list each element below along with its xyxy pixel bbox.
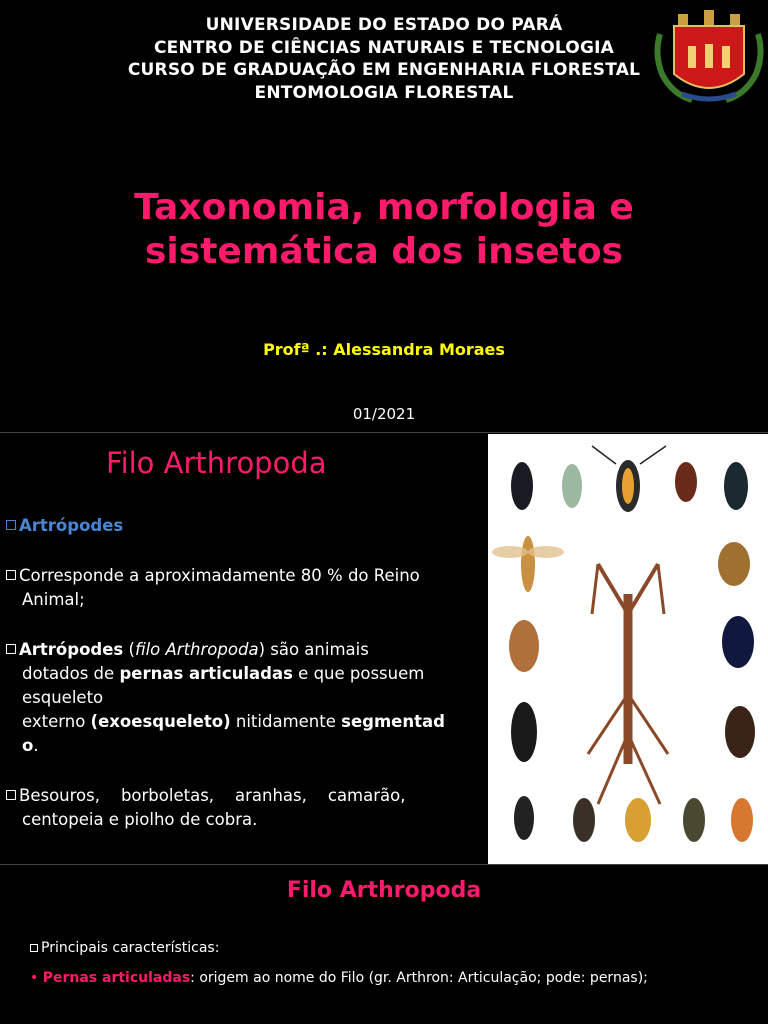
- institution-line: UNIVERSIDADE DO ESTADO DO PARÁ: [205, 15, 563, 35]
- presentation-title: [0, 186, 768, 274]
- slide-title: Filo Arthropoda: [286, 878, 482, 903]
- bullet-definition: Artrópodes (filo Arthropoda) são animais dotados de pernas articuladas e que possuem esqueleto externo (exoesqueleto) nitidamente segmentad o.: [6, 638, 476, 758]
- institution-line: CENTRO DE CIÊNCIAS NATURAIS E TECNOLOGIA: [154, 37, 614, 58]
- institution-line: CURSO DE GRADUAÇÃO EM ENGENHARIA FLORESTAL: [127, 60, 641, 80]
- arthropoda-characteristics-slide: [0, 866, 768, 1024]
- title-line: Taxonomia, morfologia e: [134, 187, 634, 228]
- checkbox-bullet-icon: [6, 644, 16, 654]
- university-crest-logo: [652, 4, 766, 104]
- slide-title: Filo Arthropoda: [106, 446, 327, 480]
- bullet-percentage: Corresponde a aproximadamente 80 % do Reino Animal;: [6, 564, 476, 612]
- checkbox-bullet-icon: [6, 520, 16, 530]
- professor-name: Profª .: Alessandra Moraes: [263, 340, 505, 359]
- insect-collection-photo: [488, 434, 768, 864]
- bullet-dot-icon: •: [30, 970, 39, 986]
- title-slide: [0, 0, 768, 432]
- characteristic-item: • Pernas articuladas: origem ao nome do Filo (gr. Arthron: Articulação; pode: pernas);: [30, 970, 648, 986]
- checkbox-bullet-icon: [30, 944, 38, 952]
- slide-divider: [0, 864, 768, 865]
- checkbox-bullet-icon: [6, 790, 16, 800]
- slide-divider: [0, 432, 768, 433]
- bullet-artropodes: Artrópodes: [6, 514, 476, 538]
- slide-body: [6, 514, 476, 858]
- institution-line: ENTOMOLOGIA FLORESTAL: [254, 82, 514, 103]
- title-line: sistemática dos insetos: [145, 231, 623, 272]
- characteristics-heading: Principais características:: [30, 940, 219, 956]
- checkbox-bullet-icon: [6, 570, 16, 580]
- presentation-date: 01/2021: [352, 405, 416, 423]
- arthropoda-slide: [0, 434, 768, 864]
- bullet-examples: Besouros, borboletas, aranhas, camarão, centopeia e piolho de cobra.: [6, 784, 476, 832]
